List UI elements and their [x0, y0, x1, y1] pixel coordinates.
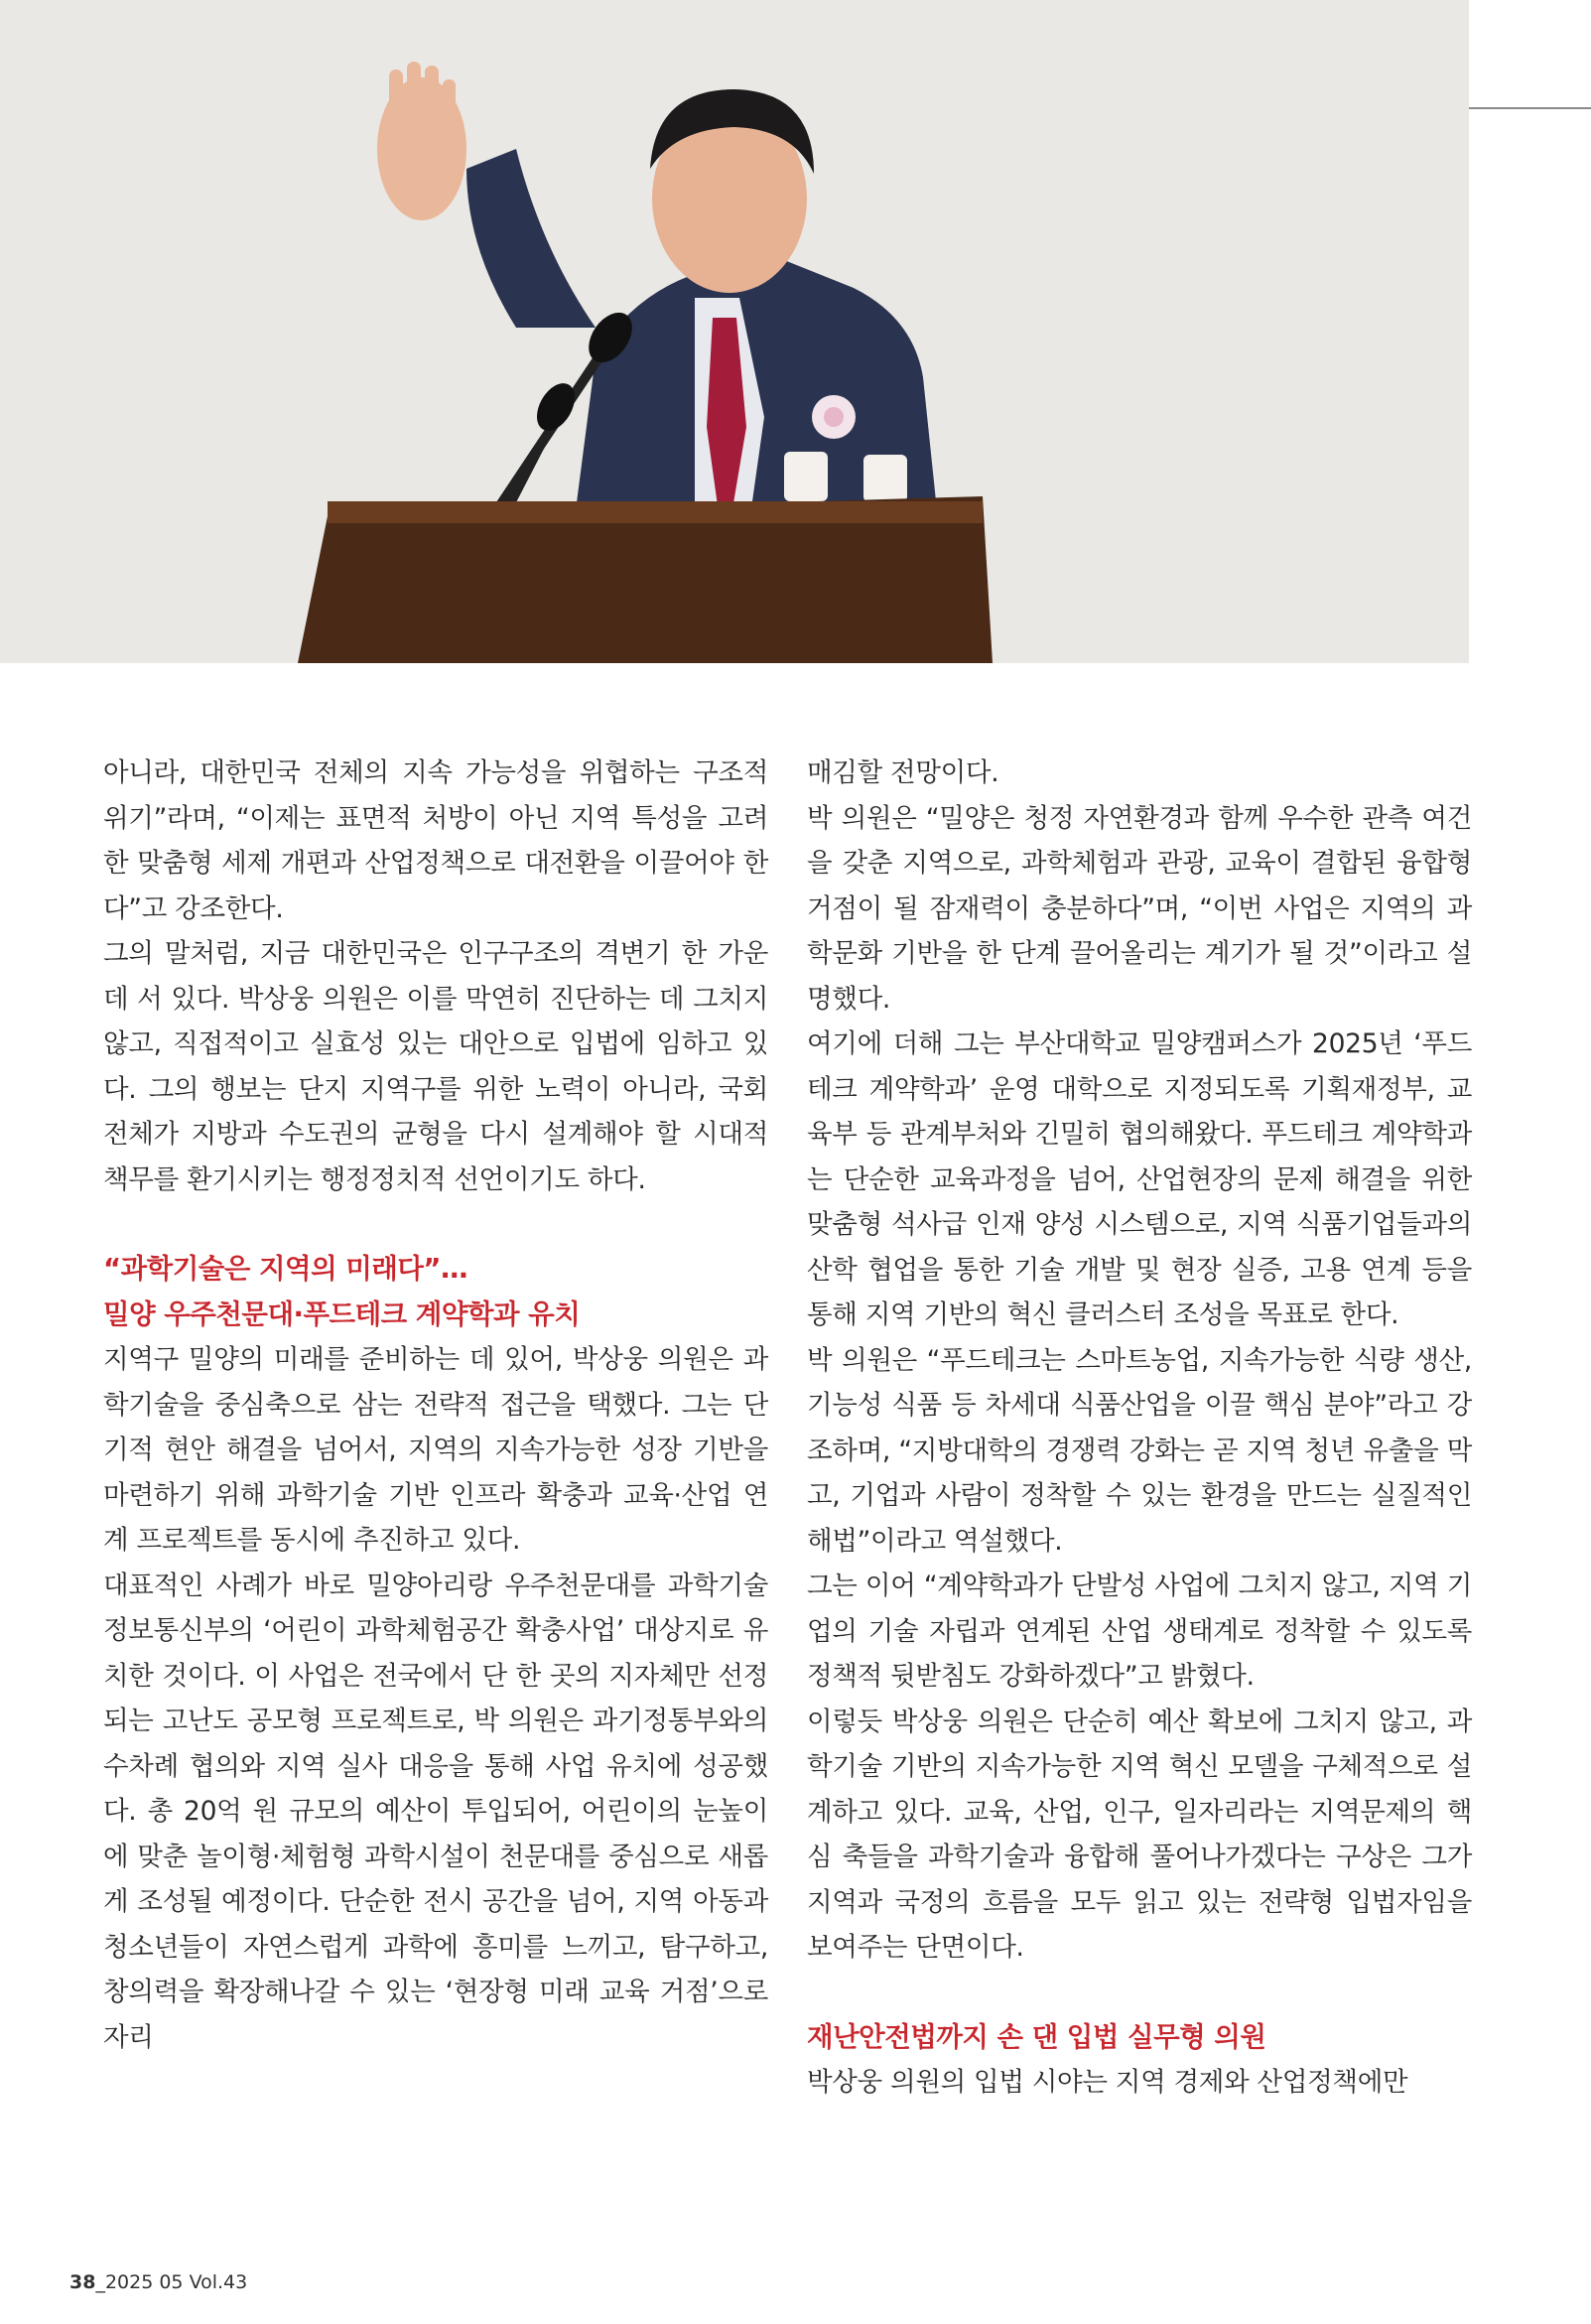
left-column	[103, 751, 768, 2060]
speaker-photo	[0, 0, 1469, 663]
speaker-illustration	[0, 0, 1469, 663]
section-heading-science-line1: “과학기술은 지역의 미래다”…	[103, 1253, 468, 1285]
issue-label: _2025 05 Vol.43	[95, 2271, 248, 2293]
left-paragraph-1: 아니라, 대한민국 전체의 지속 가능성을 위협하는 구조적 위기”라며, “이제는 표면적 처방이 아닌 지역 특성을 고려한 맞춤형 세제 개편과 산업정책으로 대전환을 이끌어야 한다”고 강조한다.	[103, 757, 768, 924]
right-paragraph-7: 박상웅 의원의 입법 시야는 지역 경제와 산업정책에만	[807, 2067, 1408, 2098]
right-paragraph-4: 박 의원은 “푸드테크는 스마트농업, 지속가능한 식량 생산, 기능성 식품 등 차세대 식품산업을 이끌 핵심 분야”라고 강조하며, “지방대학의 경쟁력 강화는 곧 지역 청년 유출을 막고, 기업과 사람이 정착할 수 있는 환경을 만드는 실질적인 해법”이라고 역설했다.	[807, 1344, 1472, 1557]
page-footer	[69, 2271, 247, 2293]
right-paragraph-2: 박 의원은 “밀양은 청정 자연환경과 함께 우수한 관측 여건을 갖춘 지역으로, 과학체험과 관광, 교육이 결합된 융합형 거점이 될 잠재력이 충분하다”며, “이번 사업은 지역의 과학문화 기반을 한 단계 끌어올리는 계기가 될 것”이라고 설명했다.	[807, 802, 1472, 1015]
left-paragraph-2: 그의 말처럼, 지금 대한민국은 인구구조의 격변기 한 가운데 서 있다. 박상웅 의원은 이를 막연히 진단하는 데 그치지 않고, 직접적이고 실효성 있는 대안으로 입법에 임하고 있다. 그의 행보는 단지 지역구를 위한 노력이 아니라, 국회 전체가 지방과 수도권의 균형을 다시 설계해야 할 시대적 책무를 환기시키는 행정정치적 선언이기도 하다.	[103, 938, 768, 1195]
page-number: 38	[69, 2271, 96, 2293]
section-heading-legislation: 재난안전법까지 손 댄 입법 실무형 의원	[807, 2020, 1266, 2053]
right-column	[807, 751, 1472, 2106]
left-paragraph-4: 대표적인 사례가 바로 밀양아리랑 우주천문대를 과학기술정보통신부의 ‘어린이 과학체험공간 확충사업’ 대상지로 유치한 것이다. 이 사업은 전국에서 단 한 곳의 지자체만 선정되는 고난도 공모형 프로젝트로, 박 의원은 과기정통부와의 수차례 협의와 지역 실사 대응을 통해 사업 유치에 성공했다. 총 20억 원 규모의 예산이 투입되어, 어린이의 눈높이에 맞춘 놀이형·체험형 과학시설이 천문대를 중심으로 새롭게 조성될 예정이다. 단순한 전시 공간을 넘어, 지역 아동과 청소년들이 자연스럽게 과학에 흥미를 느끼고, 탐구하고, 창의력을 확장해나갈 수 있는 ‘현장형 미래 교육 거점’으로 자리	[103, 1570, 768, 2053]
right-paragraph-5: 그는 이어 “계약학과가 단발성 사업에 그치지 않고, 지역 기업의 기술 자립과 연계된 산업 생태계로 정착할 수 있도록 정책적 뒷받침도 강화하겠다”고 밝혔다.	[807, 1571, 1472, 1692]
right-paragraph-1: 매김할 전망이다.	[807, 757, 999, 788]
right-paragraph-3: 여기에 더해 그는 부산대학교 밀양캠퍼스가 2025년 ‘푸드테크 계약학과’ 운영 대학으로 지정되도록 기획재정부, 교육부 등 관계부처와 긴밀히 협의해왔다. 푸드테크 계약학과는 단순한 교육과정을 넘어, 산업현장의 문제 해결을 위한 맞춤형 석사급 인재 양성 시스템으로, 지역 식품기업들과의 산학 협업을 통한 기술 개발 및 현장 실증, 고용 연계 등을 통해 지역 기반의 혁신 클러스터 조성을 목표로 한다.	[807, 1028, 1472, 1330]
header-rule	[1469, 107, 1591, 109]
right-paragraph-6: 이렇듯 박상웅 의원은 단순히 예산 확보에 그치지 않고, 과학기술 기반의 지속가능한 지역 혁신 모델을 구체적으로 설계하고 있다. 교육, 산업, 인구, 일자리라는 지역문제의 핵심 축들을 과학기술과 융합해 풀어나가겠다는 구상은 그가 지역과 국정의 흐름을 모두 읽고 있는 전략형 입법자임을 보여주는 단면이다.	[807, 1706, 1472, 1963]
left-paragraph-3: 지역구 밀양의 미래를 준비하는 데 있어, 박상웅 의원은 과학기술을 중심축으로 삼는 전략적 접근을 택했다. 그는 단기적 현안 해결을 넘어서, 지역의 지속가능한 성장 기반을 마련하기 위해 과학기술 기반 인프라 확충과 교육·산업 연계 프로젝트를 동시에 추진하고 있다.	[103, 1344, 768, 1556]
section-heading-science-line2: 밀양 우주천문대·푸드테크 계약학과 유치	[103, 1298, 581, 1330]
